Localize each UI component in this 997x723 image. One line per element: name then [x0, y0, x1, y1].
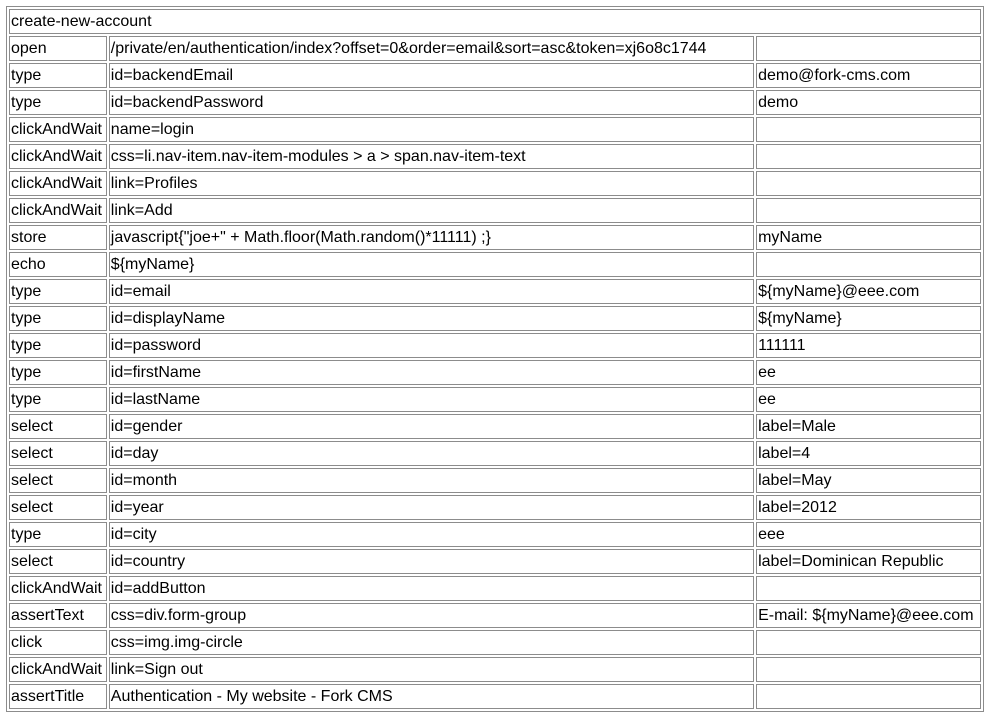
- table-row: [9, 63, 981, 88]
- title-row: [9, 9, 981, 34]
- command-cell: echo: [9, 252, 107, 277]
- value-cell: [756, 630, 981, 655]
- target-cell: id=addButton: [109, 576, 754, 601]
- table-row: [9, 36, 981, 61]
- table-row: [9, 387, 981, 412]
- command-cell: clickAndWait: [9, 117, 107, 142]
- value-cell: [756, 117, 981, 142]
- table-row: [9, 198, 981, 223]
- value-cell: [756, 36, 981, 61]
- command-cell: type: [9, 279, 107, 304]
- table-row: [9, 603, 981, 628]
- table-row: [9, 279, 981, 304]
- table-row: [9, 171, 981, 196]
- target-cell: link=Sign out: [109, 657, 754, 682]
- target-cell: id=password: [109, 333, 754, 358]
- value-cell: E-mail: ${myName}@eee.com: [756, 603, 981, 628]
- value-cell: [756, 252, 981, 277]
- command-cell: clickAndWait: [9, 144, 107, 169]
- command-cell: assertText: [9, 603, 107, 628]
- table-row: [9, 468, 981, 493]
- target-cell: link=Add: [109, 198, 754, 223]
- command-rows: [9, 36, 981, 709]
- target-cell: name=login: [109, 117, 754, 142]
- command-cell: click: [9, 630, 107, 655]
- value-cell: ${myName}: [756, 306, 981, 331]
- table-row: [9, 495, 981, 520]
- value-cell: 111111: [756, 333, 981, 358]
- target-cell: id=displayName: [109, 306, 754, 331]
- value-cell: demo: [756, 90, 981, 115]
- command-cell: type: [9, 63, 107, 88]
- target-cell: css=div.form-group: [109, 603, 754, 628]
- value-cell: [756, 144, 981, 169]
- table-row: [9, 657, 981, 682]
- command-cell: type: [9, 333, 107, 358]
- command-cell: type: [9, 306, 107, 331]
- table-row: [9, 630, 981, 655]
- command-cell: clickAndWait: [9, 171, 107, 196]
- target-cell: id=email: [109, 279, 754, 304]
- value-cell: ${myName}@eee.com: [756, 279, 981, 304]
- target-cell: id=firstName: [109, 360, 754, 385]
- command-cell: select: [9, 549, 107, 574]
- value-cell: label=Male: [756, 414, 981, 439]
- target-cell: Authentication - My website - Fork CMS: [109, 684, 754, 709]
- value-cell: label=May: [756, 468, 981, 493]
- target-cell: javascript{"joe+" + Math.floor(Math.random()*11111) ;}: [109, 225, 754, 250]
- value-cell: [756, 684, 981, 709]
- command-cell: type: [9, 522, 107, 547]
- target-cell: id=day: [109, 441, 754, 466]
- target-cell: ${myName}: [109, 252, 754, 277]
- command-cell: clickAndWait: [9, 576, 107, 601]
- target-cell: link=Profiles: [109, 171, 754, 196]
- target-cell: /private/en/authentication/index?offset=0&order=email&sort=asc&token=xj6o8c1744: [109, 36, 754, 61]
- value-cell: label=Dominican Republic: [756, 549, 981, 574]
- value-cell: [756, 171, 981, 196]
- table-row: [9, 333, 981, 358]
- command-cell: type: [9, 360, 107, 385]
- target-cell: id=country: [109, 549, 754, 574]
- target-cell: id=city: [109, 522, 754, 547]
- target-cell: id=month: [109, 468, 754, 493]
- target-cell: id=backendEmail: [109, 63, 754, 88]
- command-cell: clickAndWait: [9, 198, 107, 223]
- command-cell: open: [9, 36, 107, 61]
- table-row: [9, 225, 981, 250]
- table-row: [9, 117, 981, 142]
- target-cell: id=gender: [109, 414, 754, 439]
- test-title: create-new-account: [9, 9, 981, 34]
- value-cell: label=2012: [756, 495, 981, 520]
- table-row: [9, 144, 981, 169]
- command-cell: select: [9, 414, 107, 439]
- command-cell: select: [9, 495, 107, 520]
- value-cell: ee: [756, 387, 981, 412]
- table-row: [9, 522, 981, 547]
- table-row: [9, 306, 981, 331]
- command-cell: assertTitle: [9, 684, 107, 709]
- command-cell: clickAndWait: [9, 657, 107, 682]
- command-cell: select: [9, 468, 107, 493]
- table-row: [9, 441, 981, 466]
- target-cell: id=year: [109, 495, 754, 520]
- command-cell: type: [9, 90, 107, 115]
- target-cell: id=backendPassword: [109, 90, 754, 115]
- selenese-test-table-wrapper: [6, 6, 984, 712]
- target-cell: css=li.nav-item.nav-item-modules > a > span.nav-item-text: [109, 144, 754, 169]
- selenese-test-table: [6, 6, 984, 712]
- value-cell: myName: [756, 225, 981, 250]
- value-cell: [756, 198, 981, 223]
- table-row: [9, 684, 981, 709]
- command-cell: store: [9, 225, 107, 250]
- value-cell: [756, 657, 981, 682]
- value-cell: [756, 576, 981, 601]
- value-cell: eee: [756, 522, 981, 547]
- target-cell: css=img.img-circle: [109, 630, 754, 655]
- table-row: [9, 414, 981, 439]
- command-cell: type: [9, 387, 107, 412]
- table-row: [9, 252, 981, 277]
- value-cell: label=4: [756, 441, 981, 466]
- table-row: [9, 90, 981, 115]
- value-cell: demo@fork-cms.com: [756, 63, 981, 88]
- table-row: [9, 576, 981, 601]
- table-row: [9, 549, 981, 574]
- command-cell: select: [9, 441, 107, 466]
- target-cell: id=lastName: [109, 387, 754, 412]
- value-cell: ee: [756, 360, 981, 385]
- table-row: [9, 360, 981, 385]
